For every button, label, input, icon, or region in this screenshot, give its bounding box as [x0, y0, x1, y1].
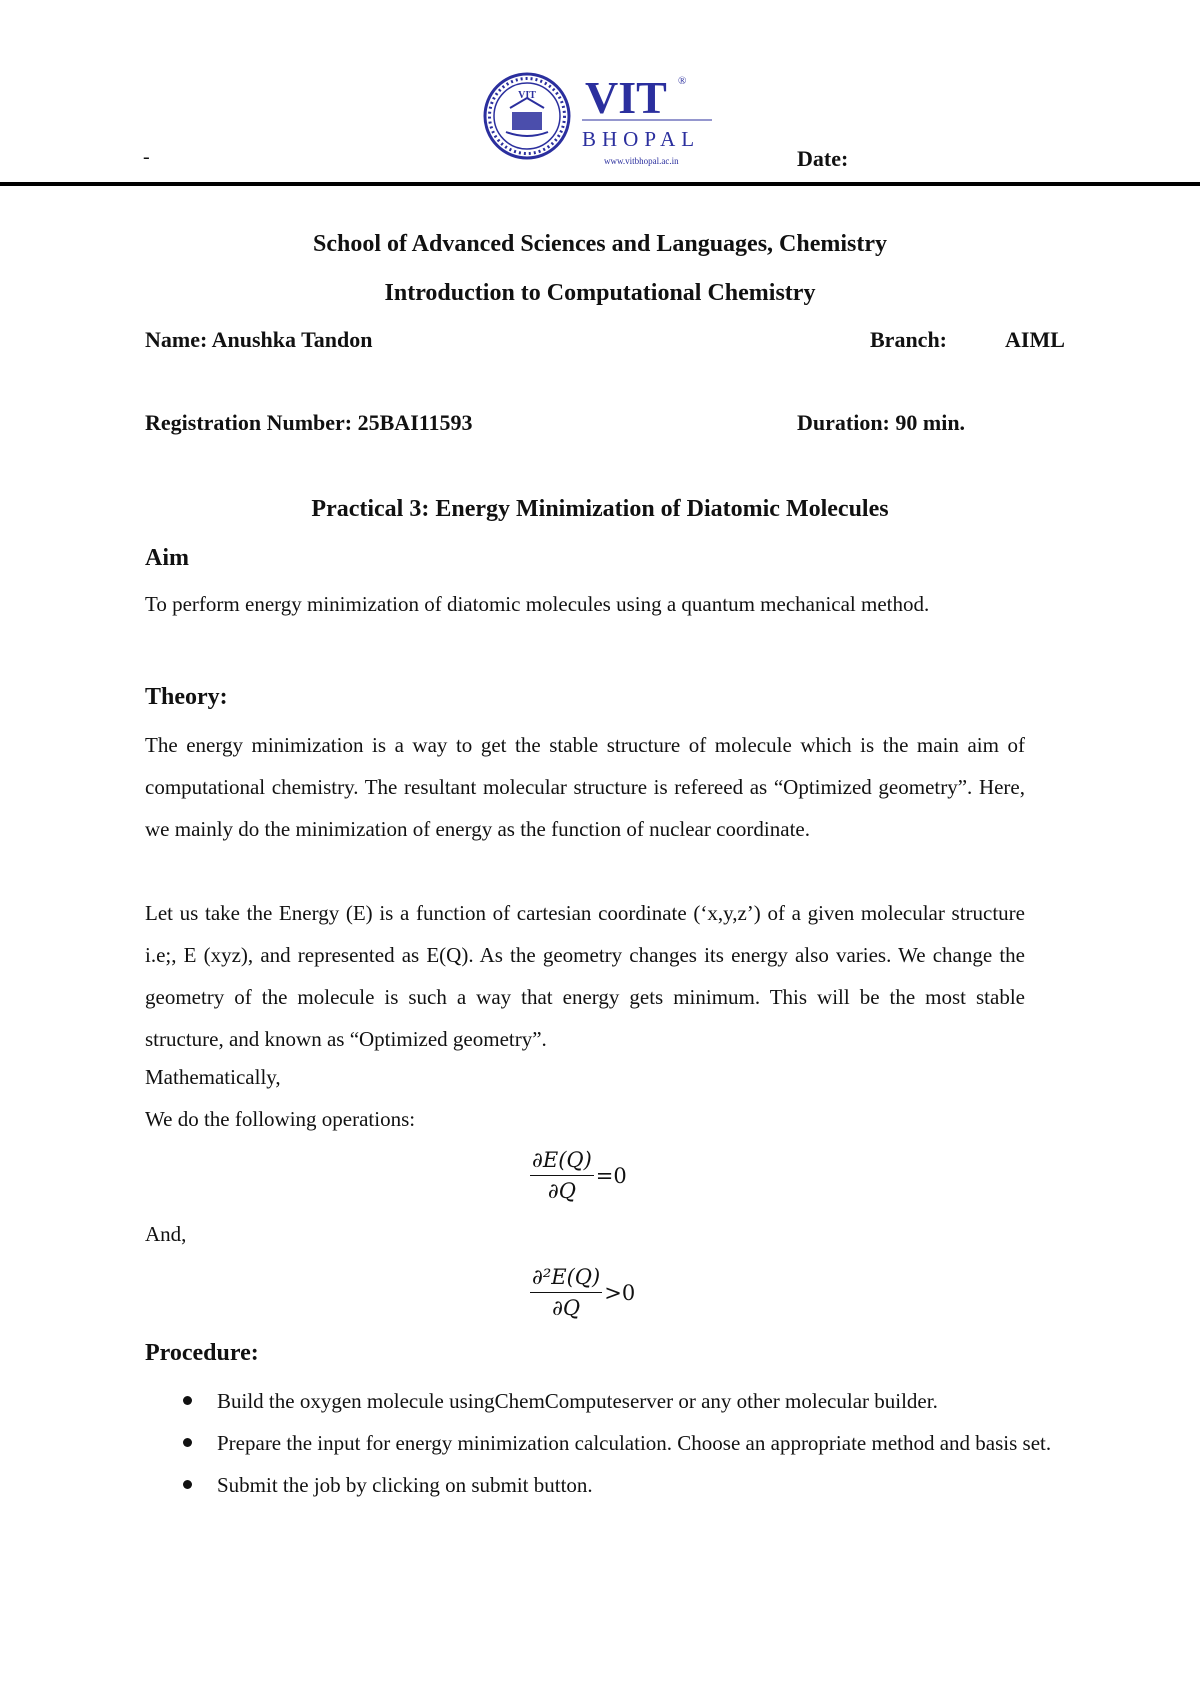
logo-url: www.vitbhopal.ac.in [604, 156, 679, 166]
equation-first-derivative [530, 1145, 627, 1206]
eq1-fraction [530, 1145, 594, 1206]
bullet-icon [183, 1480, 192, 1489]
school-title: School of Advanced Sciences and Languages, Chemistry [312, 231, 888, 257]
eq2-numerator: ∂²E(Q) [530, 1262, 602, 1293]
procedure-step [175, 1422, 1075, 1464]
and-line: And, [145, 1222, 187, 1246]
eq2-denominator: ∂Q [552, 1296, 581, 1320]
bullet-icon [183, 1396, 192, 1405]
practical-title: Practical 3: Energy Minimization of Diatomic Molecules [311, 496, 889, 522]
eq1-denominator: ∂Q [547, 1179, 576, 1203]
theory-heading: Theory: [145, 684, 228, 710]
branch-label: Branch: [870, 327, 947, 352]
header-dash: - [143, 146, 150, 168]
logo-graphic [482, 68, 722, 168]
procedure-heading: Procedure: [145, 1340, 259, 1366]
aim-text: To perform energy minimization of diatomic molecules using a quantum mechanical method. [145, 592, 930, 616]
logo-campus: BHOPAL [582, 127, 701, 151]
theory-paragraph-1: The energy minimization is a way to get the stable structure of molecule which is the main aim of computational chemistry. The resultant molecular structure is refereed as “Optimized geometry”. Here, we mainly do the minimization of energy as the function of nuclear coordinate. [145, 733, 1025, 841]
bullet-icon [183, 1438, 192, 1447]
logo-name: VIT [585, 72, 667, 123]
mathematically-line: Mathematically, [145, 1065, 281, 1089]
procedure-step [175, 1380, 1075, 1422]
equation-second-derivative [530, 1262, 635, 1323]
eq1-numerator: ∂E(Q) [530, 1145, 594, 1176]
duration: Duration: 90 min. [797, 410, 966, 435]
eq2-rhs: >0 [604, 1280, 636, 1305]
procedure-step [175, 1464, 1075, 1506]
procedure-step-text: Prepare the input for energy minimization calculation. Choose an appropriate method and basis set. [217, 1431, 1052, 1455]
header-rule [0, 182, 1200, 186]
operations-line: We do the following operations: [145, 1107, 416, 1131]
branch-value: AIML [1005, 327, 1065, 352]
date-label: Date: [797, 146, 849, 171]
logo-registered: ® [678, 75, 687, 87]
vit-bhopal-logo [482, 68, 722, 168]
procedure-step-text: Build the oxygen molecule usingChemComputeserver or any other molecular builder. [217, 1389, 938, 1413]
student-name: Name: Anushka Tandon [145, 327, 373, 352]
aim-heading: Aim [145, 545, 189, 571]
seal-text: VIT [518, 90, 536, 101]
procedure-list [175, 1380, 1075, 1506]
seal-icon [485, 74, 569, 158]
eq2-fraction [530, 1262, 602, 1323]
theory-paragraph-2: Let us take the Energy (E) is a function of cartesian coordinate (‘x,y,z’) of a given molecular structure i.e;, E (xyz), and represented as E(Q). As the geometry changes its energy also varies. We change the geometry of the molecule is such a way that energy gets minimum. This will be the most stable structure, and known as “Optimized geometry”. [145, 901, 1025, 1051]
procedure-step-text: Submit the job by clicking on submit button. [217, 1473, 593, 1497]
eq1-rhs: =0 [595, 1163, 627, 1188]
registration-number: Registration Number: 25BAI11593 [145, 410, 473, 435]
course-title: Introduction to Computational Chemistry [384, 280, 816, 306]
